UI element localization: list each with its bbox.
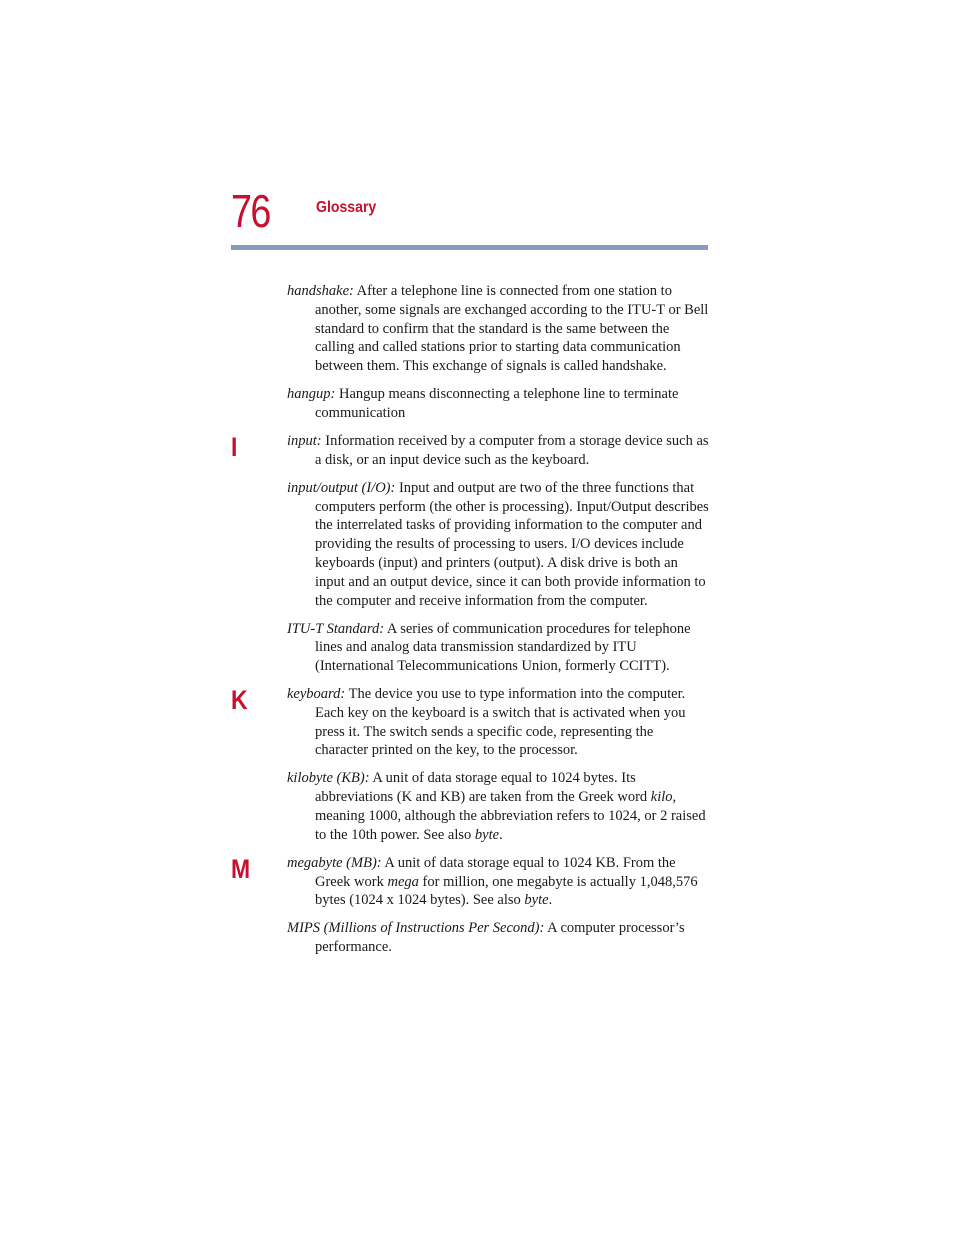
entry-definition-continued: for million, one megabyte is actually 1,048,576 bytes (1024 x 1024 bytes). See also: [315, 873, 698, 909]
entry-definition: After a telephone line is connected from one station to another, some signals are exchanged according to the ITU-T or Bell standard to confirm that the standard is the same between the calling and called stations prior to starting data communication between them. This exchange of signals is called handshake.: [315, 283, 709, 375]
entry-definition: Input and output are two of the three functions that computers perform (the other is processing). Input/Output describes the interrelated tasks of providing information to the computer and providing the results of processing to users. I/O devices include keyboards (input) and printers (output). A disk drive is both an input and an output device, since it can both provide information to the computer and receive information from the computer.: [315, 479, 709, 609]
entry-definition: A computer processor’s performance.: [315, 920, 685, 956]
entry-term: input:: [287, 432, 322, 449]
glossary-entry-handshake: [287, 282, 709, 376]
entry-definition: Hangup means disconnecting a telephone line to terminate communication: [315, 386, 679, 421]
entry-definition-emphasis: kilo: [650, 789, 673, 806]
entry-definition-emphasis: mega: [387, 873, 419, 890]
entry-definition-continued: , meaning 1000, although the abbreviation refers to 1024, or 2 raised to the 10th power. See also: [315, 789, 706, 843]
entry-definition-end: .: [548, 892, 553, 909]
glossary-entry-kilobyte: [287, 769, 709, 844]
section-letter-k: K: [231, 685, 248, 716]
glossary-entry-input: [231, 431, 709, 470]
entry-definition-end: .: [499, 826, 503, 843]
entry-term: input/output (I/O):: [287, 479, 396, 496]
glossary-entry-input-output: [287, 479, 709, 611]
glossary-entry-hangup: [287, 385, 709, 423]
entry-term: megabyte (MB):: [287, 854, 382, 871]
entry-definition: A series of communication procedures for telephone lines and analog data transmission standardized by ITU (International Telecommunications Union, formerly CCITT).: [315, 620, 691, 675]
glossary-entry-mips: [287, 919, 709, 957]
glossary-entry-itu-t-standard: [287, 620, 709, 676]
entry-definition: A unit of data storage equal to 1024 bytes. Its abbreviations (K and KB) are taken from the Greek word: [315, 770, 651, 806]
section-letter-i: I: [231, 431, 238, 462]
section-letter-m: M: [231, 853, 251, 884]
page-number: 76: [231, 185, 270, 237]
header-rule: [231, 245, 708, 250]
entry-term: ITU-T Standard:: [287, 620, 385, 637]
entry-term: handshake:: [287, 283, 354, 299]
glossary-entry-keyboard: [231, 685, 709, 760]
entry-term: MIPS (Millions of Instructions Per Second):: [287, 920, 545, 937]
entry-term: kilobyte (KB):: [287, 770, 370, 787]
cross-reference: byte: [524, 892, 549, 909]
entry-definition: Information received by a computer from a storage device such as a disk, or an input device such as the keyboard.: [315, 432, 709, 468]
glossary-entry-megabyte: [231, 853, 709, 910]
section-title: Glossary: [316, 199, 377, 216]
cross-reference: byte: [474, 826, 500, 843]
entry-definition: A unit of data storage equal to 1024 KB. From the Greek work: [315, 854, 676, 890]
entry-definition: The device you use to type information into the computer. Each key on the keyboard is a switch that is activated when you press it. The switch sends a specific code, representing the character printed on the key, to the processor.: [315, 686, 686, 759]
glossary-entries: [231, 282, 709, 966]
entry-term: hangup:: [287, 386, 336, 403]
entry-term: keyboard:: [287, 686, 346, 703]
